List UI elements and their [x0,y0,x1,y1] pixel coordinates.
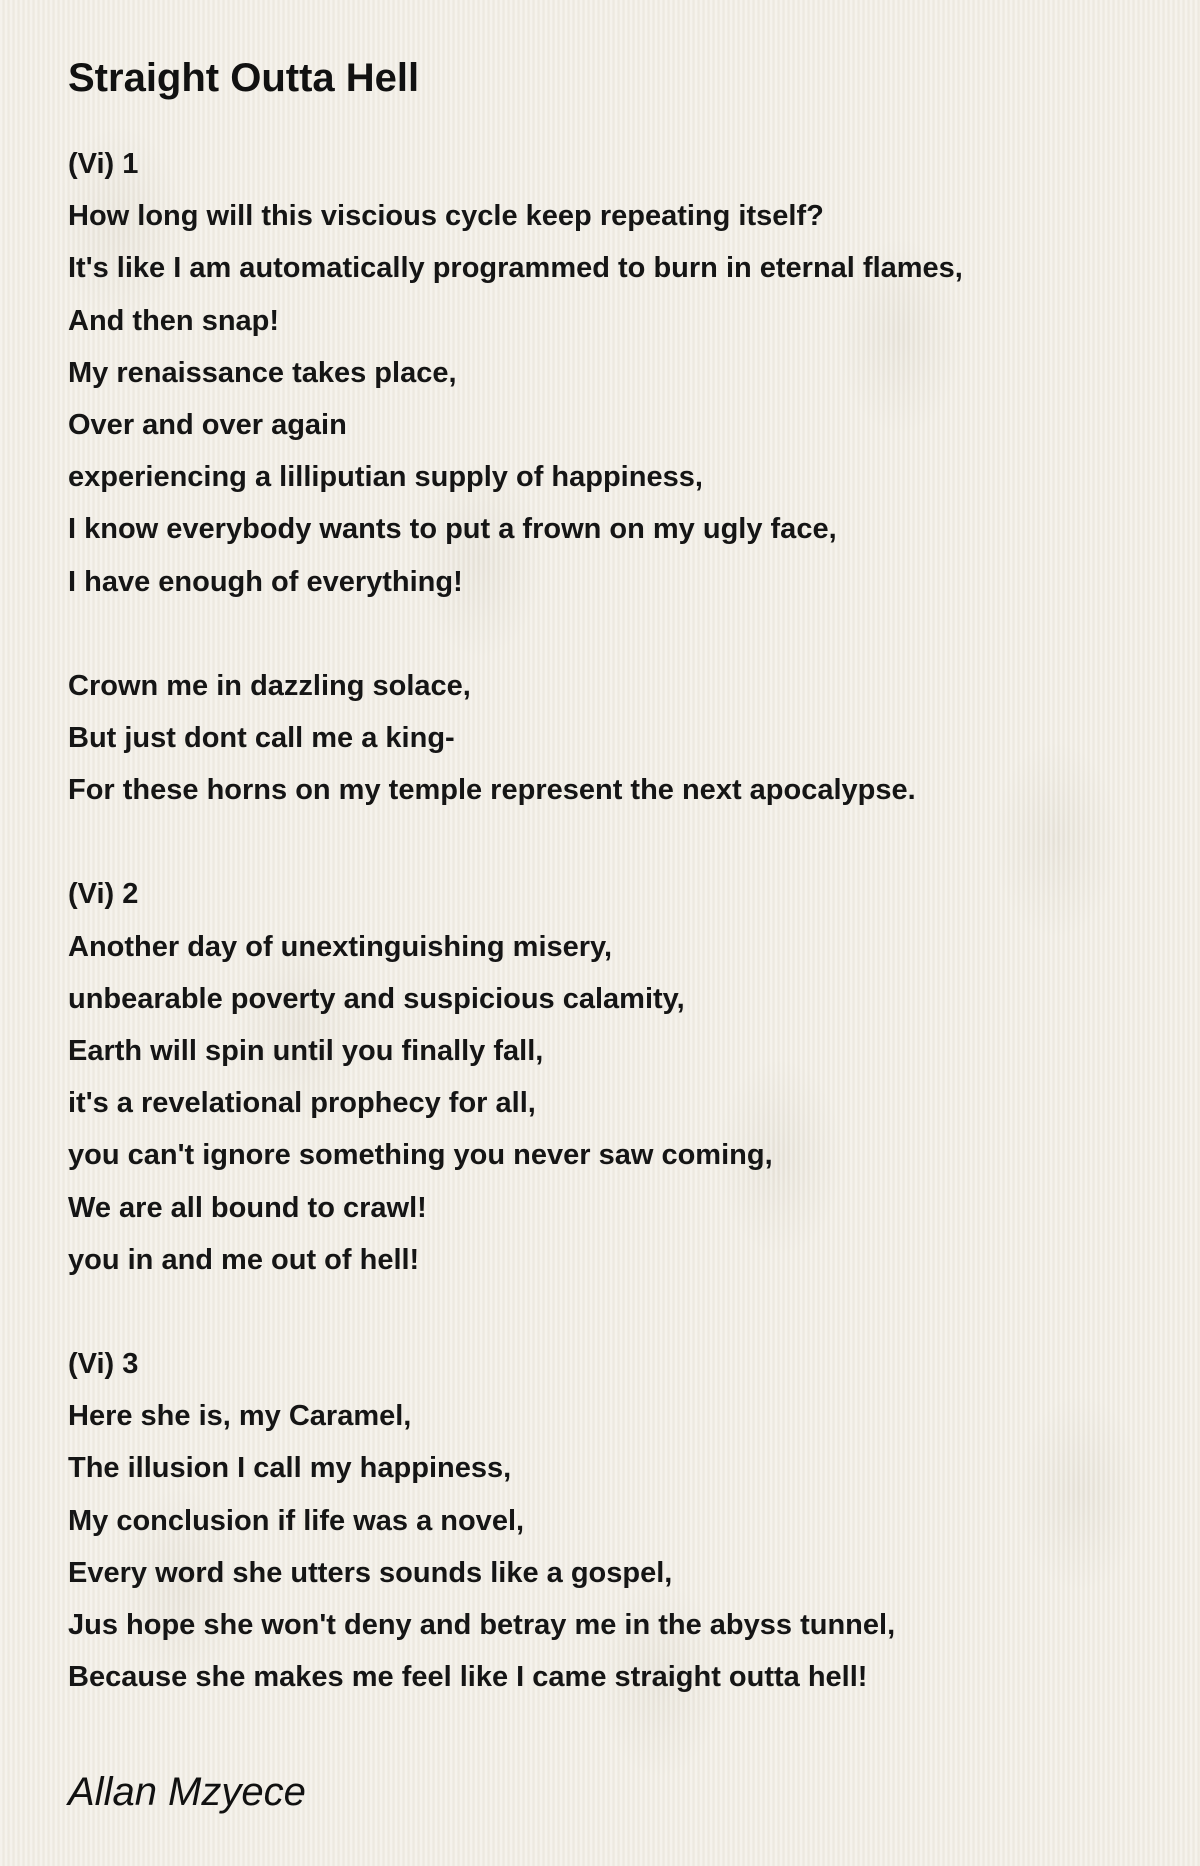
poem-author: Allan Mzyece [68,1770,306,1814]
poem-line: Here she is, my Caramel, [68,1400,412,1433]
poem-line: (Vi) 2 [68,878,139,911]
poem-line: (Vi) 3 [68,1348,139,1381]
stanza-4 [68,1338,1148,1703]
poem-line: For these horns on my temple represent the next apocalypse. [68,774,916,807]
poem-line: Over and over again [68,409,347,442]
poem-line: you can't ignore something you never saw coming, [68,1139,773,1172]
poem-line: It's like I am automatically programmed to burn in eternal flames, [68,252,963,285]
poem-line: My renaissance takes place, [68,356,457,389]
poem-line: My conclusion if life was a novel, [68,1504,525,1537]
stanza-1 [68,138,1148,608]
poem-line: And then snap! [68,304,280,337]
poem-line: But just dont call me a king- [68,722,455,755]
poem-line: (Vi) 1 [68,148,139,180]
stanza-2 [68,660,1148,817]
poem-line: The illusion I call my happiness, [68,1452,512,1485]
poem-title: Straight Outta Hell [68,56,420,100]
stanza-3 [68,868,1148,1286]
poem-line: experiencing a lilliputian supply of happiness, [68,461,703,494]
poem-line: Because she makes me feel like I came straight outta hell! [68,1661,868,1694]
poem-line: Every word she utters sounds like a gospel, [68,1556,673,1589]
poem-page [68,48,1148,1755]
poem-line: Crown me in dazzling solace, [68,669,471,702]
poem-line: Another day of unextinguishing misery, [68,930,613,963]
poem-line: it's a revelational prophecy for all, [68,1087,536,1120]
poem-line: you in and me out of hell! [68,1243,420,1276]
poem-line: How long will this viscious cycle keep repeating itself? [68,200,824,233]
poem-line: We are all bound to crawl! [68,1191,427,1224]
poem-line: unbearable poverty and suspicious calamity, [68,982,685,1015]
poem-line: I know everybody wants to put a frown on my ugly face, [68,513,837,546]
poem-line: Jus hope she won't deny and betray me in the abyss tunnel, [68,1609,896,1642]
poem-line: I have enough of everything! [68,565,463,598]
poem-line: Earth will spin until you finally fall, [68,1035,544,1068]
